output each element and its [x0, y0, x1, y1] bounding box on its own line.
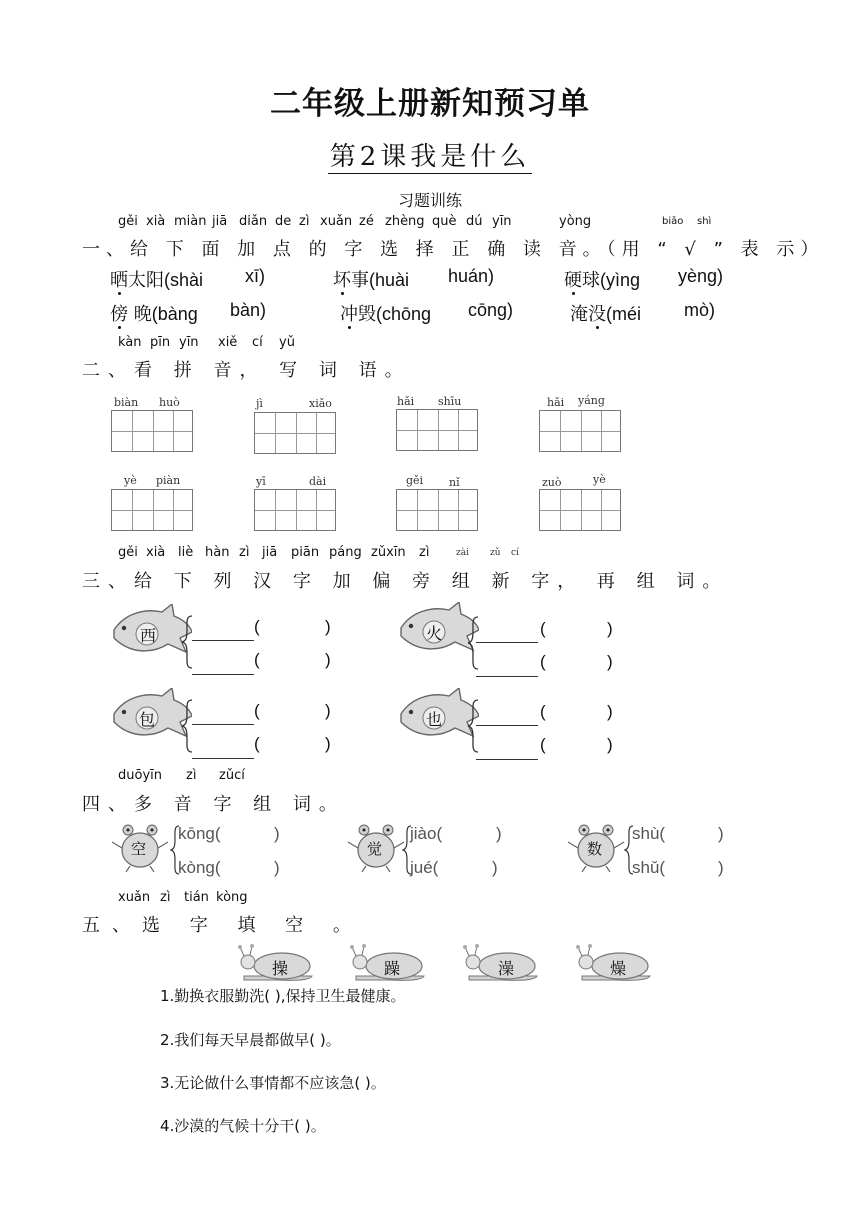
paren-open: (: [254, 701, 260, 720]
dotted-char: 傍: [110, 304, 128, 325]
section-3-heading: 三、给 下 列 汉 字 加 偏 旁 组 新 字， 再 组 词。: [82, 571, 729, 592]
monster-char: 觉: [367, 840, 383, 858]
pinyin: què: [432, 214, 457, 229]
grid-pinyin: yè: [593, 473, 606, 486]
option-char[interactable]: 躁: [384, 959, 401, 978]
pinyin: páng: [329, 545, 362, 560]
grid-pinyin: piàn: [156, 474, 181, 487]
option-char[interactable]: 操: [272, 959, 289, 978]
pinyin: kòng: [216, 890, 248, 905]
option-a[interactable]: (chōng: [376, 304, 432, 324]
dotted-char: 冲: [340, 304, 358, 325]
answer-line[interactable]: [192, 626, 254, 645]
grid-pinyin: yè: [124, 474, 137, 487]
option-b[interactable]: xī): [245, 266, 265, 286]
writing-grid[interactable]: [539, 489, 621, 531]
option-a[interactable]: (bàng: [151, 304, 198, 324]
pinyin: gěi: [118, 545, 138, 560]
sentence[interactable]: 1.勤换衣服勤洗( ),保持卫生最健康。: [160, 987, 406, 1005]
answer-line[interactable]: [476, 628, 538, 647]
reading[interactable]: kòng(: [178, 858, 221, 877]
grid-pinyin: gěi: [406, 474, 424, 487]
word-rest: 晚: [128, 304, 152, 325]
pinyin: cí: [252, 335, 263, 350]
pinyin: zǔxīn: [371, 545, 406, 560]
reading-item: [110, 266, 203, 292]
reading-item: [340, 300, 431, 326]
pinyin: jiā: [212, 214, 228, 229]
paren-close: ): [496, 824, 502, 843]
pinyin: piān: [291, 545, 320, 560]
grid-pinyin: biàn: [114, 396, 139, 409]
pinyin: zì: [419, 545, 430, 560]
pinyin: xuǎn: [118, 890, 151, 905]
paren-close: ): [325, 617, 331, 636]
option-char[interactable]: 燥: [610, 959, 627, 978]
option-a[interactable]: (méi: [606, 304, 641, 324]
pinyin: xuǎn: [320, 214, 353, 229]
pinyin: de: [275, 214, 292, 229]
writing-grid[interactable]: [539, 410, 621, 452]
pinyin: shì: [697, 216, 712, 227]
pinyin: yīn: [179, 335, 199, 350]
dotted-char: 晒: [110, 270, 128, 291]
writing-grid[interactable]: [254, 489, 336, 531]
pinyin: zǔ: [490, 548, 501, 558]
option-b[interactable]: bàn): [230, 300, 267, 320]
reading[interactable]: shù(: [632, 824, 666, 843]
pinyin: xià: [146, 214, 166, 229]
option-a[interactable]: (shài: [164, 270, 204, 290]
grid-pinyin: xiǎo: [309, 397, 332, 410]
reading-item: [564, 266, 640, 292]
paren-open: (: [540, 619, 546, 638]
paren-close: ): [325, 734, 331, 753]
grid-pinyin: dài: [309, 475, 327, 488]
writing-grid[interactable]: [111, 489, 193, 531]
writing-grid[interactable]: [254, 412, 336, 454]
pinyin: zài: [456, 548, 469, 558]
reading-item: [570, 300, 641, 326]
reading[interactable]: jué(: [410, 858, 439, 877]
pinyin: miàn: [174, 214, 207, 229]
grid-pinyin: hǎi: [547, 396, 565, 409]
writing-grid[interactable]: [396, 489, 478, 531]
section-1-heading: 一、给 下 面 加 点 的 字 选 择 正 确 读 音。（用 “ √ ” 表 示）: [82, 239, 825, 260]
monster-char: 数: [587, 840, 603, 858]
sentence[interactable]: 4.沙漠的气候十分干( )。: [160, 1117, 326, 1135]
reading[interactable]: shǔ(: [632, 858, 666, 877]
paren-open: (: [540, 652, 546, 671]
lesson-subtitle-text: 第2课我是什么: [329, 142, 531, 172]
reading[interactable]: jiào(: [410, 824, 443, 843]
option-b[interactable]: mò): [684, 300, 715, 320]
paren-close: ): [325, 701, 331, 720]
pinyin: kàn: [118, 335, 142, 350]
lesson-subtitle: [0, 136, 860, 173]
grid-pinyin: yī: [256, 475, 266, 488]
paren-open: (: [254, 650, 260, 669]
pinyin: zǔcí: [219, 768, 245, 783]
answer-line[interactable]: [192, 660, 254, 679]
grid-pinyin: nǐ: [449, 476, 460, 489]
paren-close: ): [607, 702, 613, 721]
pinyin: tián: [184, 890, 209, 905]
paren-close: ): [718, 858, 724, 877]
grid-pinyin: jì: [256, 397, 263, 410]
pinyin: jiā: [262, 545, 278, 560]
paren-close: ): [492, 858, 498, 877]
paren-open: (: [540, 735, 546, 754]
word-rest: 事: [351, 270, 369, 291]
grid-pinyin: huò: [159, 396, 180, 409]
pinyin: xiě: [218, 335, 238, 350]
pinyin: zì: [239, 545, 250, 560]
pinyin: duōyīn: [118, 768, 162, 783]
dotted-char: 没: [588, 304, 606, 325]
fish-char: 火: [426, 624, 443, 643]
fish-char: 也: [426, 710, 443, 729]
pinyin: xià: [146, 545, 166, 560]
pinyin: pīn: [150, 335, 171, 350]
page-title: 二年级上册新知预习单: [270, 86, 590, 122]
reading[interactable]: kōng(: [178, 824, 221, 843]
fish-char: 包: [139, 710, 156, 729]
pinyin: yīn: [492, 214, 512, 229]
paren-close: ): [274, 858, 280, 877]
pinyin: dú: [466, 214, 483, 229]
word-rest: 球: [582, 270, 600, 291]
option-b[interactable]: yèng): [678, 266, 724, 286]
grid-pinyin: zuò: [542, 476, 562, 489]
section-4-heading: 四、多 音 字 组 词。: [82, 794, 345, 815]
pinyin: zhèng: [385, 214, 425, 229]
paren-close: ): [607, 619, 613, 638]
pinyin: yòng: [559, 214, 592, 229]
option-a[interactable]: (huài: [369, 270, 410, 290]
paren-close: ): [607, 652, 613, 671]
paren-close: ): [718, 824, 724, 843]
reading-item: [333, 266, 409, 292]
exercise-heading: 习题训练: [397, 191, 462, 210]
paren-open: (: [540, 702, 546, 721]
section-5-heading: 五、选 字 填 空 。: [82, 915, 363, 936]
answer-line[interactable]: [192, 744, 254, 763]
dotted-char: 硬: [564, 270, 582, 291]
writing-grid[interactable]: [396, 409, 478, 451]
section-2-heading: 二、看 拼 音， 写 词 语。: [82, 360, 411, 381]
answer-line[interactable]: [192, 710, 254, 729]
option-a[interactable]: (yìng: [600, 270, 641, 290]
answer-line[interactable]: [476, 745, 538, 764]
option-char[interactable]: 澡: [498, 959, 515, 978]
dotted-char: 坏: [333, 270, 351, 291]
pinyin: yǔ: [279, 335, 295, 350]
grid-pinyin: yáng: [578, 394, 605, 407]
pinyin: cí: [511, 548, 519, 558]
grid-pinyin: shīu: [438, 395, 462, 408]
paren-open: (: [254, 617, 260, 636]
writing-grid[interactable]: [111, 410, 193, 452]
option-b[interactable]: cōng): [468, 300, 514, 320]
grid-pinyin: hǎi: [397, 395, 415, 408]
word-start: 淹: [570, 304, 588, 325]
pinyin: gěi: [118, 214, 138, 229]
option-b[interactable]: huán): [448, 266, 495, 286]
pinyin: zì: [160, 890, 171, 905]
pinyin: zì: [186, 768, 197, 783]
pinyin: zé: [359, 214, 374, 229]
monster-char: 空: [131, 840, 147, 858]
reading-item: [110, 300, 198, 326]
pinyin: zì: [299, 214, 310, 229]
answer-line[interactable]: [476, 711, 538, 730]
sentence[interactable]: 2.我们每天早晨都做早( )。: [160, 1031, 341, 1049]
fish-char: 西: [140, 626, 157, 645]
paren-open: (: [254, 734, 260, 753]
word-rest: 毁: [358, 304, 376, 325]
paren-close: ): [274, 824, 280, 843]
word-rest: 太阳: [128, 270, 164, 291]
paren-close: ): [325, 650, 331, 669]
sentence[interactable]: 3.无论做什么事情都不应该急( )。: [160, 1074, 386, 1092]
pinyin: biǎo: [662, 216, 684, 227]
pinyin: diǎn: [239, 214, 268, 229]
pinyin: liè: [178, 545, 194, 560]
answer-line[interactable]: [476, 662, 538, 681]
pinyin: hàn: [205, 545, 230, 560]
paren-close: ): [607, 735, 613, 754]
